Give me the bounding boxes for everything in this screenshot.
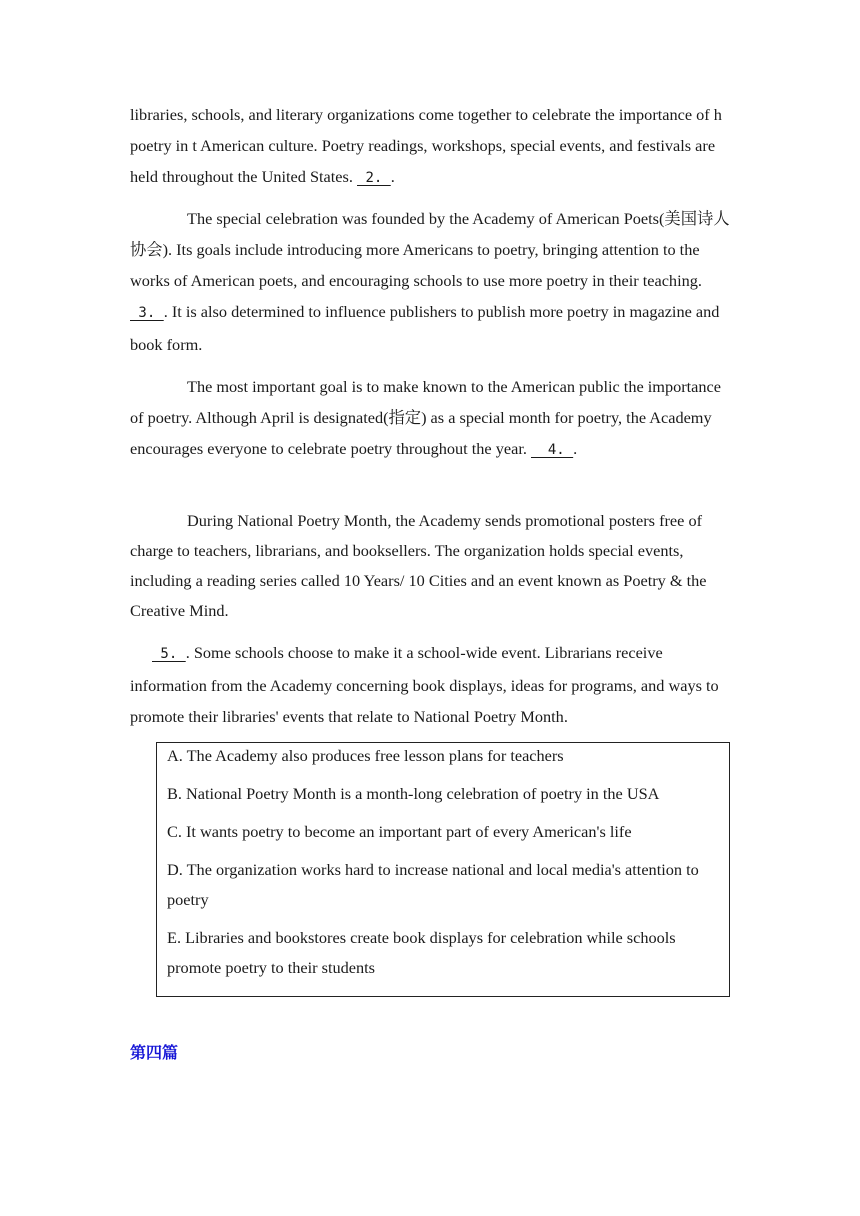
- paragraph-3-end: .: [573, 439, 578, 458]
- paragraph-1-end: .: [390, 167, 395, 186]
- blank-4: 4.: [531, 442, 574, 458]
- blank-2: 2.: [357, 170, 391, 186]
- paragraph-2: [130, 203, 735, 360]
- option-b: B. National Poetry Month is a month-long celebration of poetry in the USA: [167, 784, 660, 803]
- options-box: [156, 742, 730, 997]
- paragraph-1-text: libraries, schools, and literary organizations come together to celebrate the importance of h poetry in t American culture. Poetry readings, workshops, special events, and festivals are held throughout the United States.: [130, 105, 722, 186]
- paragraph-2-text: The special celebration was founded by the Academy of American Poets(美国诗人协会). Its goals include introducing more Americans to poetry, bringing attention to the works of American poets, and encouraging schools to use more poetry in their teaching.: [130, 209, 730, 290]
- paragraph-4-text: During National Poetry Month, the Academy sends promotional posters free of charge to teachers, librarians, and booksellers. The organization holds special events, including a reading series called 10 Years/ 10 Cities and an event known as Poetry & the Creative Mind.: [130, 511, 707, 620]
- paragraph-3-text: The most important goal is to make known to the American public the importance of poetry. Although April is designated(指定) as a special month for poetry, the Academy encourages everyone to celebrate poetry throughout the year.: [130, 377, 721, 458]
- option-c: C. It wants poetry to become an important part of every American's life: [167, 822, 632, 841]
- blank-5: 5.: [152, 646, 186, 662]
- paragraph-3: [130, 371, 735, 466]
- option-d: D. The organization works hard to increase national and local media's attention to poetry: [167, 860, 699, 909]
- paragraph-5: [130, 637, 735, 732]
- blank-3: 3.: [130, 305, 164, 321]
- option-a: A. The Academy also produces free lesson plans for teachers: [167, 746, 564, 765]
- paragraph-2-end: . It is also determined to influence publishers to publish more poetry in magazine and book form.: [130, 302, 720, 354]
- paragraph-5-text: . Some schools choose to make it a school-wide event. Librarians receive information from the Academy concerning book displays, ideas for programs, and ways to promote their libraries' events that relate to National Poetry Month.: [130, 643, 719, 726]
- section-heading: 第四篇: [130, 1043, 179, 1062]
- paragraph-4: [130, 506, 735, 626]
- paragraph-1: [130, 99, 735, 194]
- option-e: E. Libraries and bookstores create book displays for celebration while schools promote poetry to their students: [167, 928, 676, 977]
